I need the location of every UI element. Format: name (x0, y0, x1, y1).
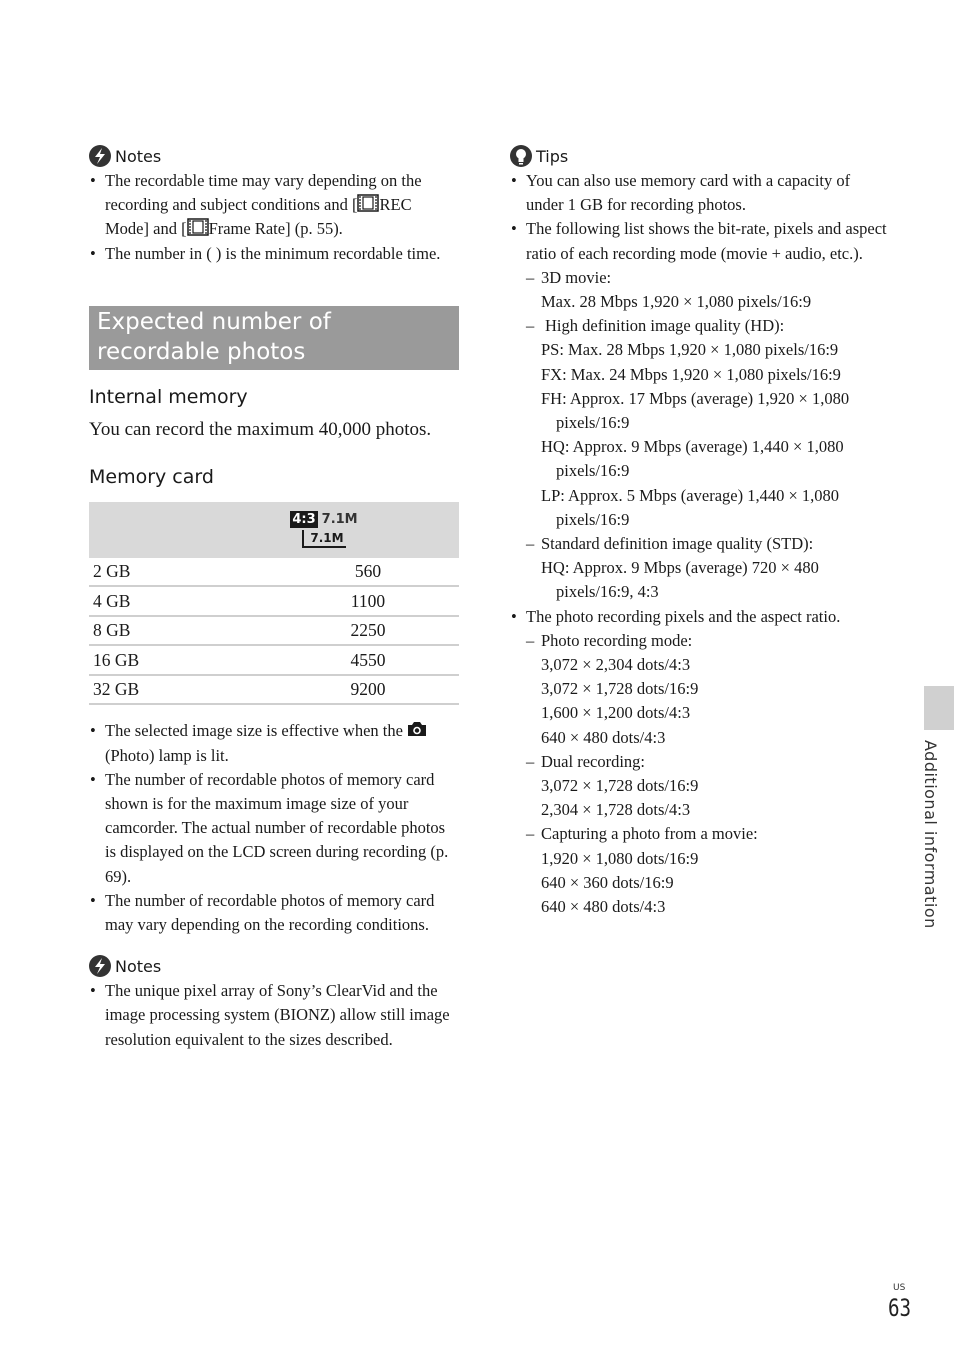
section-tab (924, 686, 954, 730)
section-title: Expected number of recordable photos (89, 306, 459, 370)
list-item: • The number of recordable photos of memory card shown is for the maximum image size of your camcorder. The actual number of recordable photos is displayed on the LCD screen during recording (p. 69). (89, 768, 459, 889)
capacity-cell: 2 GB (89, 558, 217, 587)
film-icon (357, 194, 379, 212)
film-icon (187, 218, 209, 236)
sub-item: – Standard definition image quality (STD): (526, 532, 890, 556)
list-item: • The number of recordable photos of memory card may vary depending on the recording conditions. (89, 889, 459, 937)
notes-heading: Notes (89, 953, 459, 979)
section-label: Additional information (921, 740, 940, 929)
list-item: • The photo recording pixels and the aspect ratio. – Photo recording mode: 3,072 × 2,304 dots/4:3 3,072 × 1,728 dots/16:9 1,600 × 1,200 dots/4:3 640 × 480 dots/4:3 – Dual recording: 3,072 × 1,728 dots/16:9 2,304 × 1,728 dots/4:3 – Capturing a photo from a movie: 1,920 × 1,080 dots/16:9 640 × 360 dots/16:9 640 × 480 dots/4:3 (510, 605, 890, 920)
right-column (510, 143, 890, 919)
notes-icon (89, 955, 111, 977)
photos-cell: 2250 (217, 616, 459, 646)
notes-list (89, 169, 459, 266)
sub-item: – High definition image quality (HD): (526, 314, 890, 338)
table-row (89, 675, 459, 705)
photos-cell: 1100 (217, 586, 459, 616)
tips-list (510, 169, 890, 919)
sub-detail: Max. 28 Mbps 1,920 × 1,080 pixels/16:9 (541, 292, 812, 312)
memory-card-heading: Memory card (89, 465, 214, 488)
notes-list (89, 979, 459, 1052)
sub-detail: PS: Max. 28 Mbps 1,920 × 1,080 pixels/16:9 (541, 340, 839, 360)
notes-icon (89, 145, 111, 167)
capacity-cell: 8 GB (89, 616, 217, 646)
sub-detail: HQ: Approx. 9 Mbps (average) 1,440 × 1,080 pixels/16:9 (541, 437, 844, 481)
lightbulb-icon (510, 145, 532, 167)
memory-card-notes (89, 719, 459, 937)
list-item: • The selected image size is effective when the (Photo) lamp is lit. (89, 719, 459, 767)
tips-heading: Tips (510, 143, 890, 169)
region-code: US (893, 1283, 906, 1293)
table-header (89, 502, 459, 558)
internal-memory-text: You can record the maximum 40,000 photos. (89, 418, 432, 440)
sub-detail: FH: Approx. 17 Mbps (average) 1,920 × 1,080 pixels/16:9 (541, 388, 850, 433)
list-item: • The recordable time may vary depending on the recording and subject conditions and [ REC Mode] and [ Frame Rate] (p. 55). (89, 169, 459, 242)
sub-item: – 3D movie: (526, 266, 890, 290)
capacity-cell: 16 GB (89, 645, 217, 675)
page-number: 63 (888, 1294, 912, 1322)
list-item: • The following list shows the bit-rate, pixels and aspect ratio of each recording mode (movie + audio, etc.). – 3D movie: Max. 28 Mbps 1,920 × 1,080 pixels/16:9 – High definition image quality (HD): PS: Max. 28 Mbps 1,920 × 1,080 pixels/16:9 FX: Max. 24 Mbps 1,920 × 1,080 pixels/16:9 FH: Approx. 17 Mbps (average) 1,920 × 1,080 pixels/16:9 HQ: Approx. 9 Mbps (average) 1,440 × 1,080 pixels/16:9 LP: Approx. 5 Mbps (average) 1,440 × 1,080 pixels/16:9 – Standard definition image quality (STD): HQ: Approx. 9 Mbps (average) 720 × 480 pixels/16:9, 4:3 (510, 217, 890, 604)
sub-item: – Dual recording: (526, 750, 890, 774)
sub-detail: HQ: Approx. 9 Mbps (average) 720 × 480 pixels/16:9, 4:3 (541, 558, 819, 602)
table-row (89, 586, 459, 616)
image-size-label: 7.1M (321, 512, 358, 528)
image-size-icon: 7.1M (302, 530, 345, 548)
photos-cell: 9200 (217, 675, 459, 705)
sub-item: – Capturing a photo from a movie: (526, 822, 890, 846)
photos-cell: 4550 (217, 645, 459, 675)
camera-icon (407, 721, 427, 737)
table-row (89, 645, 459, 675)
table-header-row (89, 502, 459, 558)
aspect-icon: 4:3 (292, 512, 316, 528)
left-column (89, 143, 459, 1052)
list-item: • The number in ( ) is the minimum recordable time. (89, 242, 459, 266)
table-row (89, 558, 459, 587)
list-item: • The unique pixel array of Sony’s ClearVid and the image processing system (BIONZ) allow still image resolution equivalent to the sizes described. (89, 979, 459, 1052)
sub-item: – Photo recording mode: (526, 629, 890, 653)
sub-detail: FX: Max. 24 Mbps 1,920 × 1,080 pixels/16:9 (541, 364, 841, 384)
capacity-cell: 32 GB (89, 675, 217, 705)
photos-cell: 560 (217, 558, 459, 587)
list-item: • You can also use memory card with a capacity of under 1 GB for recording photos. (510, 169, 890, 217)
internal-memory-heading: Internal memory (89, 385, 248, 408)
notes-heading: Notes (89, 143, 459, 169)
sub-detail: LP: Approx. 5 Mbps (average) 1,440 × 1,080 pixels/16:9 (541, 485, 840, 529)
capacity-table (89, 502, 459, 706)
table-row (89, 616, 459, 646)
capacity-cell: 4 GB (89, 586, 217, 616)
